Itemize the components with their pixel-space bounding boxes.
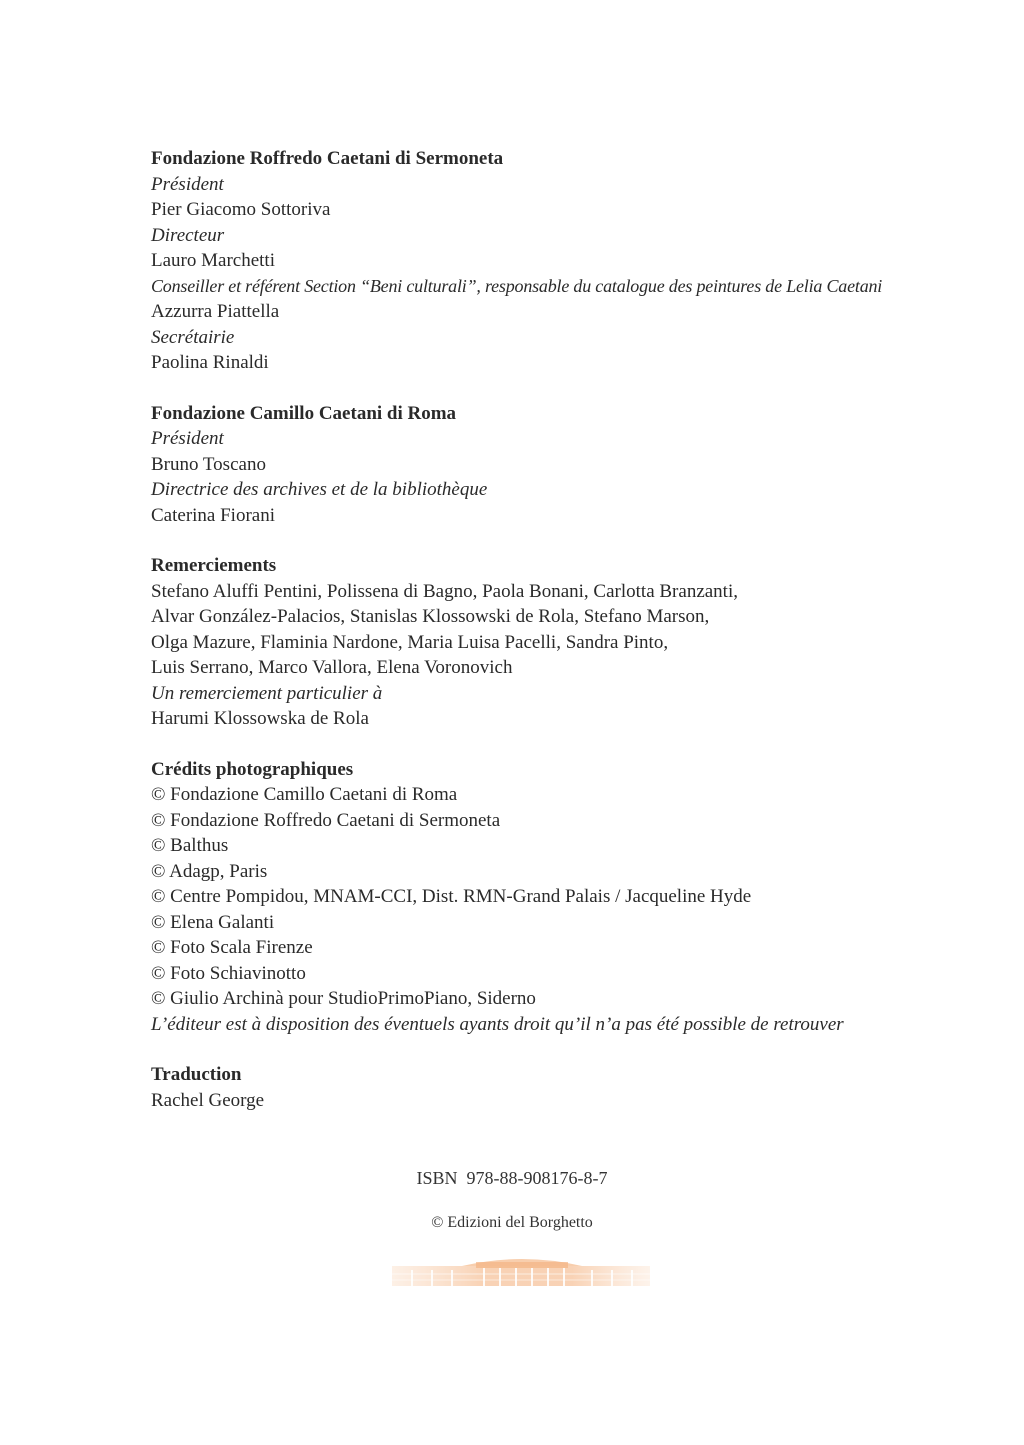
translator-name: Rachel George [151,1089,265,1111]
role-director: Directeur [151,224,225,246]
thanks-line: Luis Serrano, Marco Vallora, Elena Voronovich [151,657,513,678]
special-thanks-label: Un remerciement particulier à [151,682,383,704]
section-title-sermoneta: Fondazione Roffredo Caetani di Sermoneta [151,148,504,169]
isbn: ISBN 978-88-908176-8-7 [416,1168,608,1188]
section-title-credits: Crédits photographiques [151,758,354,780]
role-advisor: Conseiller et référent Section “Beni culturali”, responsable du catalogue des peintures de Lelia Caetani [151,275,883,296]
name-president: Pier Giacomo Sottoriva [151,199,331,220]
section-title-thanks: Remerciements [151,555,277,576]
thanks-line: Alvar González-Palacios, Stanislas Klossowski de Rola, Stefano Marson, [151,606,710,627]
credit-item: © Giulio Archinà pour StudioPrimoPiano, Siderno [151,988,536,1009]
section-photo-credits [151,757,951,1038]
section-title-roma: Fondazione Camillo Caetani di Roma [151,402,457,424]
credit-item: © Elena Galanti [151,911,275,933]
name-secretary: Paolina Rinaldi [151,352,269,373]
colophon [151,146,951,1138]
section-thanks [151,553,951,732]
name-director: Lauro Marchetti [151,250,275,271]
role-president: Président [151,428,224,449]
name-president: Bruno Toscano [151,453,266,475]
credit-item: © Foto Schiavinotto [151,962,306,984]
section-translation [151,1062,951,1113]
section-title-translation: Traduction [151,1064,242,1085]
role-secretary: Secrétairie [151,326,235,348]
role-president: Président [151,173,224,195]
section-roma [151,401,951,529]
credit-item: © Adagp, Paris [151,860,268,882]
role-archives-director: Directrice des archives et de la bibliothèque [151,479,488,500]
thanks-line: Stefano Aluffi Pentini, Polissena di Bagno, Paola Bonani, Carlotta Branzanti, [151,580,738,602]
credit-item: © Fondazione Roffredo Caetani di Sermoneta [151,809,501,831]
thanks-line: Olga Mazure, Flaminia Nardone, Maria Luisa Pacelli, Sandra Pinto, [151,631,669,653]
credit-item: © Centre Pompidou, MNAM-CCI, Dist. RMN-Grand Palais / Jacqueline Hyde [151,886,752,907]
credit-item: © Fondazione Camillo Caetani di Roma [151,784,458,805]
section-sermoneta [151,146,951,376]
publisher-building-logo [392,1254,650,1288]
special-thanks-name: Harumi Klossowska de Rola [151,708,369,729]
publisher-copyright: © Edizioni del Borghetto [431,1214,593,1231]
credits-note: L’éditeur est à disposition des éventuels ayants droit qu’il n’a pas été possible de retrouver [151,1013,844,1035]
name-advisor: Azzurra Piattella [151,301,280,322]
credit-item: © Foto Scala Firenze [151,937,313,958]
name-archives-director: Caterina Fiorani [151,504,275,526]
credit-item: © Balthus [151,835,229,856]
